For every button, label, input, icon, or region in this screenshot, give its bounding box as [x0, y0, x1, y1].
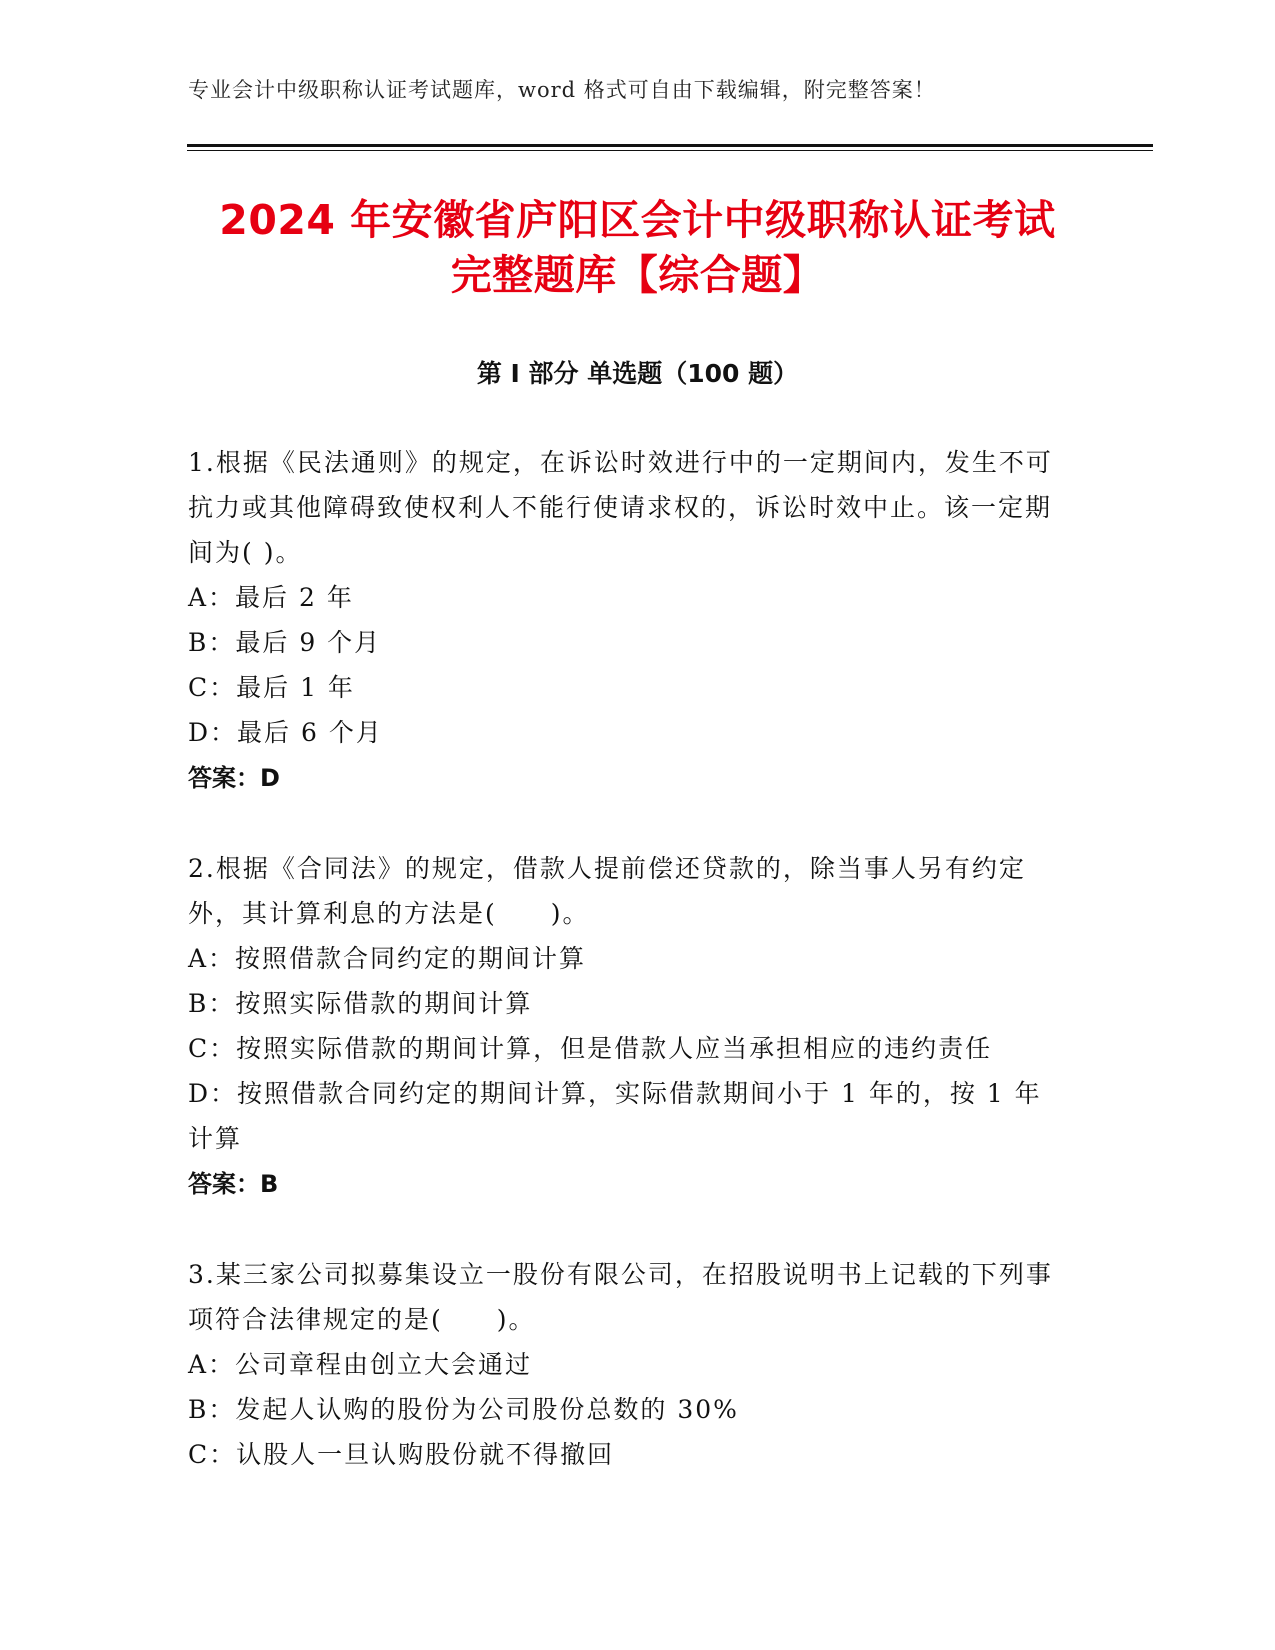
question-list: [188, 440, 1068, 1522]
document-title-line-2: 完整题库【综合题】: [450, 251, 825, 299]
option-a: A：最后 2 年: [188, 583, 354, 612]
option-b: B：按照实际借款的期间计算: [188, 989, 533, 1018]
question-stem: 1.根据《民法通则》的规定，在诉讼时效进行中的一定期间内，发生不可抗力或其他障碍致使权利人不能行使请求权的，诉讼时效中止。该一定期间为( )。: [188, 448, 1053, 567]
header-divider-thin: [187, 150, 1153, 151]
answer: 答案：D: [188, 764, 280, 792]
option-c: C：按照实际借款的期间计算，但是借款人应当承担相应的违约责任: [188, 1034, 993, 1063]
option-a: A：公司章程由创立大会通过: [188, 1350, 533, 1379]
option-d: D：按照借款合同约定的期间计算，实际借款期间小于 1 年的，按 1 年计算: [188, 1079, 1042, 1153]
question-stem: 2.根据《合同法》的规定，借款人提前偿还贷款的，除当事人另有约定外，其计算利息的方法是( )。: [188, 854, 1026, 928]
option-d: D：最后 6 个月: [188, 718, 383, 747]
question-stem: 3.某三家公司拟募集设立一股份有限公司，在招股说明书上记载的下列事项符合法律规定的是( )。: [188, 1260, 1053, 1334]
option-b: B：发起人认购的股份为公司股份总数的 30%: [188, 1395, 739, 1424]
question-2: [188, 846, 1068, 1207]
document-title-line-1: 2024 年安徽省庐阳区会计中级职称认证考试: [219, 196, 1056, 244]
section-heading: 第 I 部分 单选题（100 题）: [476, 359, 799, 388]
question-1: [188, 440, 1068, 801]
option-c: C：认股人一旦认购股份就不得撤回: [188, 1440, 615, 1469]
header-divider: [187, 144, 1153, 147]
header-note: 专业会计中级职称认证考试题库，word 格式可自由下载编辑，附完整答案！: [188, 78, 936, 102]
question-3: [188, 1252, 1068, 1477]
option-a: A：按照借款合同约定的期间计算: [188, 944, 587, 973]
document-title: [150, 193, 1125, 303]
option-b: B：最后 9 个月: [188, 628, 382, 657]
answer: 答案：B: [188, 1170, 279, 1198]
option-c: C：最后 1 年: [188, 673, 355, 702]
